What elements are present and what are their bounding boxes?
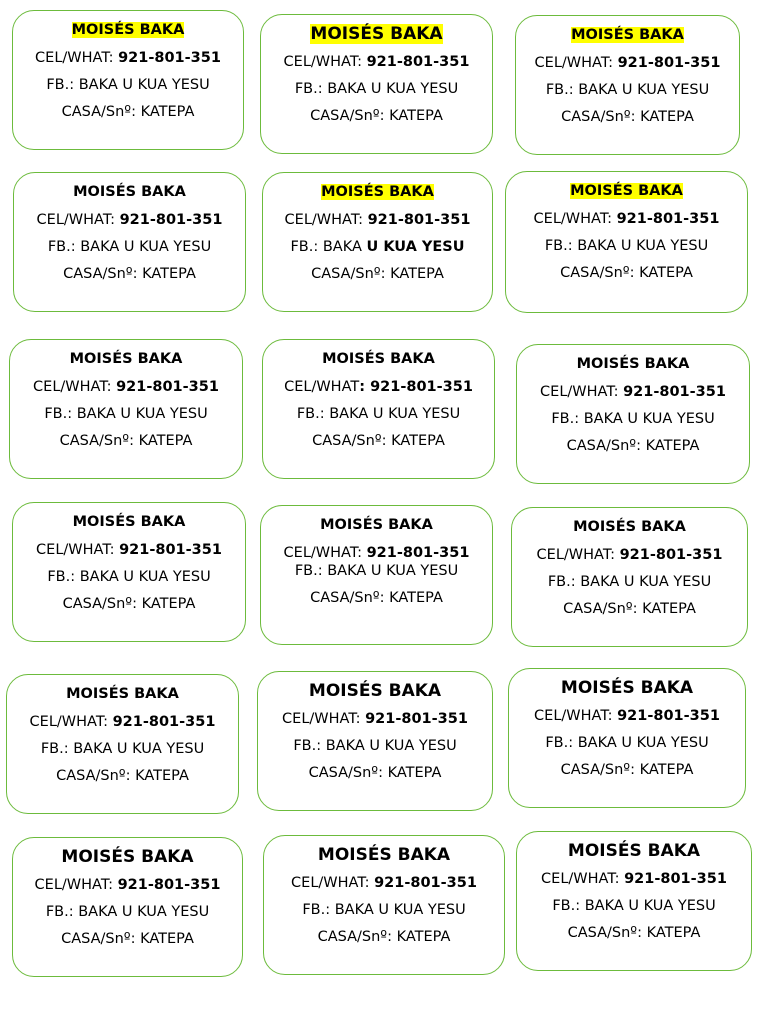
contact-card-6 [505, 171, 748, 313]
card-phone: CEL/WHAT: 921-801-351 [35, 50, 221, 66]
contact-card-12 [511, 507, 748, 647]
card-address: CASA/Snº: KATEPA [566, 438, 700, 454]
card-phone: CEL/WHAT: 921-801-351 [534, 55, 721, 71]
card-address: CASA/Snº: KATEPA [59, 433, 193, 449]
card-name: MOISÉS BAKA [567, 841, 701, 861]
card-facebook: FB.: BAKA U KUA YESU [552, 898, 716, 914]
contact-card-5 [262, 172, 493, 312]
contact-card-2 [260, 14, 493, 154]
card-name: MOISÉS BAKA [320, 517, 433, 533]
card-phone: CEL/WHAT: 921-801-351 [541, 871, 727, 887]
card-facebook: FB.: BAKA U KUA YESU [47, 569, 211, 585]
card-name: MOISÉS BAKA [73, 184, 186, 200]
card-phone: CEL/WHAT: 921-801-351 [291, 875, 477, 891]
card-name: MOISÉS BAKA [571, 27, 684, 43]
card-name: MOISÉS BAKA [71, 22, 185, 38]
contact-card-18 [516, 831, 752, 971]
card-address: CASA/Snº: KATEPA [56, 768, 189, 784]
card-address: CASA/Snº: KATEPA [310, 590, 443, 606]
card-address: CASA/Snº: KATEPA [61, 104, 195, 120]
card-address: CASA/Snº: KATEPA [308, 765, 442, 781]
card-facebook: FB.: BAKA U KUA YESU [40, 741, 205, 757]
card-phone: CEL/WHAT: 921-801-351 [540, 384, 726, 400]
card-address: CASA/Snº: KATEPA [63, 266, 196, 282]
contact-card-13 [6, 674, 239, 814]
card-address: CASA/Snº: KATEPA [561, 109, 694, 125]
card-name: MOISÉS BAKA [570, 183, 683, 199]
contact-card-15 [508, 668, 746, 808]
card-facebook: FB.: BAKA U KUA YESU [302, 902, 466, 918]
card-phone: CEL/WHAT: 921-801-351 [283, 54, 470, 70]
card-name: MOISÉS BAKA [310, 24, 443, 44]
card-name: MOISÉS BAKA [308, 681, 442, 701]
card-address: CASA/Snº: KATEPA [311, 266, 444, 282]
card-address: CASA/Snº: KATEPA [317, 929, 451, 945]
card-phone: CEL/WHAT: 921-801-351 [34, 877, 221, 893]
card-name: MOISÉS BAKA [322, 351, 435, 367]
contact-card-7 [9, 339, 243, 479]
card-name: MOISÉS BAKA [321, 184, 434, 200]
contact-card-9 [516, 344, 750, 484]
card-address: CASA/Snº: KATEPA [560, 762, 694, 778]
card-name: MOISÉS BAKA [576, 356, 690, 372]
card-phone: CEL/WHAT: 921-801-351 [536, 547, 723, 563]
card-name: MOISÉS BAKA [61, 847, 194, 867]
card-phone: CEL/WHAT: 921-801-351 [36, 542, 222, 558]
card-facebook: FB.: BAKA U KUA YESU [545, 82, 710, 98]
card-facebook: FB.: BAKA U KUA YESU [294, 81, 459, 97]
contact-card-14 [257, 671, 493, 811]
card-facebook: FB.: BAKA U KUA YESU [296, 406, 461, 422]
card-address: CASA/Snº: KATEPA [61, 931, 194, 947]
card-name: MOISÉS BAKA [69, 351, 183, 367]
card-phone: CEL/WHAT: 921-801-351 [534, 708, 720, 724]
card-facebook: FB.: BAKA U KUA YESU [290, 239, 465, 255]
card-phone: CEL/WHAT: 921-801-351 [282, 711, 468, 727]
card-facebook: FB.: BAKA U KUA YESU [47, 239, 212, 255]
card-phone: CEL/WHAT: 921-801-351 [533, 211, 720, 227]
contact-card-11 [260, 505, 493, 645]
card-phone-facebook: CEL/WHAT: 921-801-351 FB.: BAKA U KUA YESU [283, 545, 470, 579]
card-phone: CEL/WHAT: 921-801-351 [284, 379, 473, 395]
card-facebook: FB.: BAKA U KUA YESU [293, 738, 457, 754]
card-address: CASA/Snº: KATEPA [567, 925, 701, 941]
card-name: MOISÉS BAKA [560, 678, 694, 698]
card-facebook: FB.: BAKA U KUA YESU [46, 77, 210, 93]
contact-card-17 [263, 835, 505, 975]
card-facebook: FB.: BAKA U KUA YESU [551, 411, 715, 427]
card-name: MOISÉS BAKA [66, 686, 179, 702]
card-facebook: FB.: BAKA U KUA YESU [44, 406, 208, 422]
card-name: MOISÉS BAKA [317, 845, 451, 865]
card-address: CASA/Snº: KATEPA [312, 433, 445, 449]
card-phone: CEL/WHAT: 921-801-351 [284, 212, 471, 228]
contact-card-10 [12, 502, 246, 642]
card-facebook: FB.: BAKA U KUA YESU [545, 735, 709, 751]
card-facebook: FB.: BAKA U KUA YESU [547, 574, 712, 590]
contact-card-3 [515, 15, 740, 155]
card-address: CASA/Snº: KATEPA [560, 265, 693, 281]
contact-card-4 [13, 172, 246, 312]
card-phone: CEL/WHAT: 921-801-351 [33, 379, 219, 395]
card-name: MOISÉS BAKA [573, 519, 686, 535]
card-phone: CEL/WHAT: 921-801-351 [36, 212, 223, 228]
card-address: CASA/Snº: KATEPA [310, 108, 443, 124]
contact-card-8 [262, 339, 495, 479]
card-address: CASA/Snº: KATEPA [62, 596, 196, 612]
card-phone: CEL/WHAT: 921-801-351 [29, 714, 216, 730]
contact-card-1 [12, 10, 244, 150]
card-facebook: FB.: BAKA U KUA YESU [544, 238, 709, 254]
card-address: CASA/Snº: KATEPA [563, 601, 696, 617]
card-facebook: FB.: BAKA U KUA YESU [45, 904, 210, 920]
contact-card-16 [12, 837, 243, 977]
card-name: MOISÉS BAKA [72, 514, 186, 530]
